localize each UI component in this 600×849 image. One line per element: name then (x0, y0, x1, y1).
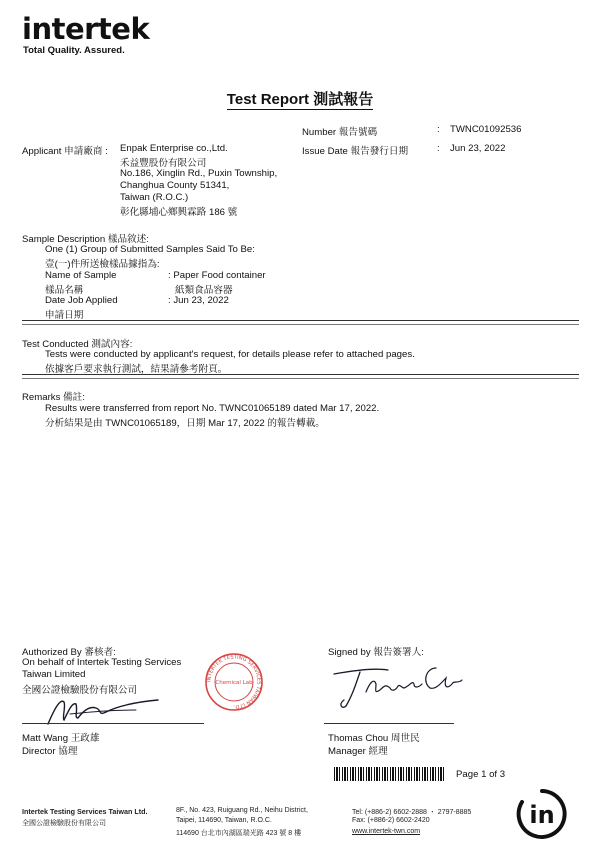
divider (22, 374, 579, 375)
footer-address-line: 114690 台北市內湖區瑞光路 423 號 8 樓 (176, 830, 302, 837)
sample-name-label: Name of Sample (45, 270, 117, 281)
issue-date-label: Issue Date 報告發行日期 (302, 146, 409, 157)
sample-label: Sample Description 樣品敘述: (22, 234, 149, 245)
footer-company-zh: 全國公證檢驗股份有限公司 (22, 820, 106, 827)
applicant-line: Changhua County 51341, (120, 180, 230, 191)
date-applied-value: : Jun 23, 2022 (168, 295, 229, 306)
footer-address-line: 8F., No. 423, Ruiguang Rd., Neihu District, (176, 807, 308, 814)
signature-line (324, 723, 454, 724)
authorized-line3: 全國公證檢驗股份有限公司 (22, 685, 138, 696)
number-sep: : (437, 124, 440, 135)
footer-website-link[interactable]: www.intertek-twn.com (352, 828, 421, 835)
authorized-role: Director 協理 (22, 746, 78, 757)
divider (22, 324, 579, 325)
footer-address-line: Taipei, 114690, Taiwan, R.O.C. (176, 817, 272, 824)
number-value: TWNC01092536 (450, 124, 522, 135)
applicant-label: Applicant 申請廠商 : (22, 146, 108, 157)
sample-name-label-zh: 樣品名稱 (45, 285, 84, 296)
signature-line (22, 723, 204, 724)
logo-tagline: Total Quality. Assured. (23, 45, 125, 56)
remarks-label: Remarks 備註: (22, 392, 85, 403)
signed-by-label: Signed by 報告簽署人: (328, 647, 424, 658)
sample-name-value: : Paper Food container (168, 270, 266, 281)
authorized-label: Authorized By 審核者: (22, 647, 116, 658)
footer-company-en (22, 807, 148, 816)
applicant-line: 彰化縣埔心鄉興霖路 186 號 (120, 207, 238, 218)
applicant-line: Taiwan (R.O.C.) (120, 192, 189, 203)
applicant-line: No.186, Xinglin Rd., Puxin Township, (120, 168, 278, 179)
intertek-logo: intertek (22, 12, 150, 46)
footer-tel: Tel: (+886-2) 6602-2888 ・ 2797-8885 (352, 809, 472, 816)
date-applied-label-zh: 申請日期 (45, 310, 84, 321)
signed-role: Manager 經理 (328, 746, 388, 757)
report-title-text: Test Report 測試報告 (226, 91, 374, 108)
remarks-line1: Results were transferred from report No. TWNC01065189 dated Mar 17, 2022. (45, 403, 380, 414)
date-applied-label: Date Job Applied (45, 295, 118, 306)
sample-line1: One (1) Group of Submitted Samples Said To Be: (45, 244, 255, 255)
number-label: Number 報告號碼 (302, 127, 378, 138)
authorized-signature (40, 688, 170, 732)
footer-fax: Fax: (+886-2) 6602-2420 (352, 817, 430, 824)
applicant-line: Enpak Enterprise co.,Ltd. (120, 143, 228, 154)
test-conducted-line2: 依據客戶要求執行測試，結果請參考附頁。 (45, 364, 228, 375)
applicant-line: 禾益豐股份有限公司 (120, 158, 207, 169)
signed-name: Thomas Chou 周世民 (328, 733, 420, 744)
footer-company-en-text: Intertek Testing Services Taiwan Ltd. (22, 807, 148, 816)
authorized-line1: On behalf of Intertek Testing Services (22, 657, 182, 668)
authorized-name: Matt Wang 王政雄 (22, 733, 100, 744)
signed-signature (326, 654, 466, 714)
sample-line2: 壹(一)件所送檢樣品據指為: (45, 259, 160, 270)
divider (22, 378, 579, 379)
sample-name-value-zh: 紙類食品容器 (175, 285, 233, 296)
company-seal (204, 652, 264, 712)
authorized-line2: Taiwan Limited (22, 669, 86, 680)
seal-center-text: Chemical Lab (215, 680, 253, 686)
seal-outer-text: INTERTEK TESTING SERVICES TAIWAN LTD. (206, 654, 262, 710)
page-indicator: Page 1 of 3 (456, 769, 506, 780)
barcode (334, 767, 446, 781)
intertek-badge-icon (516, 788, 568, 840)
test-conducted-label: Test Conducted 測試內容: (22, 339, 133, 350)
badge-text: in (529, 801, 555, 829)
report-title (0, 88, 600, 109)
test-conducted-line1: Tests were conducted by applicant's request, for details please refer to attached pages. (45, 349, 415, 360)
divider (22, 320, 579, 321)
issue-date-sep: : (437, 143, 440, 154)
remarks-line2: 分析結果是由 TWNC01065189，日期 Mar 17, 2022 的報告轉載。 (45, 418, 325, 429)
issue-date-value: Jun 23, 2022 (450, 143, 506, 154)
